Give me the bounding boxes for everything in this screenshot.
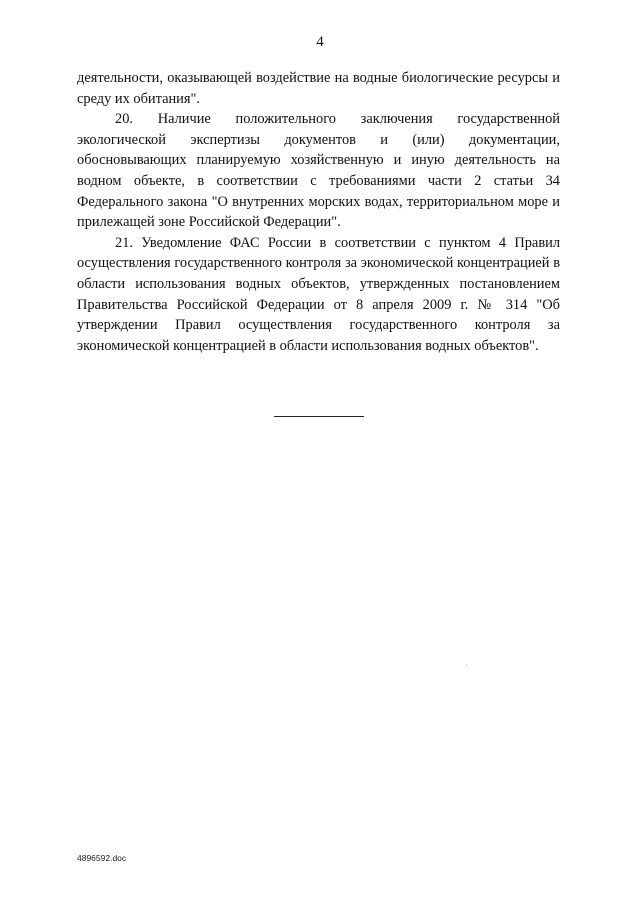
- page-number: 4: [316, 34, 324, 50]
- paragraph-continuation: деятельности, оказывающей воздействие на водные биологические ресурсы и среду их обитания".: [77, 70, 560, 107]
- scan-speck: [466, 664, 467, 665]
- paragraph-item-21: 21. Уведомление ФАС России в соответствии с пунктом 4 Правил осуществления государственного контроля за экономической концентрацией в области использования водных объектов, утвержденных постановлением Правительства Российской Федерации от 8 апреля 2009 г. № 314 "Об утверждении Правил осуществления государственного контроля за экономической концентрацией в области использования водных объектов".: [77, 234, 560, 354]
- document-body: [77, 68, 560, 356]
- paragraph-item-20: 20. Наличие положительного заключения государственной экологической экспертизы документов и (или) документации, обосновывающих планируемую хозяйственную и иную деятельность на водном объекте, в соответствии с требованиями части 2 статьи 34 Федерального закона "О внутренних морских водах, территориальном море и прилежащей зоне Российской Федерации".: [77, 111, 560, 231]
- end-of-text-divider: [274, 416, 364, 417]
- footer-file-name: 4896592.doc: [77, 853, 127, 863]
